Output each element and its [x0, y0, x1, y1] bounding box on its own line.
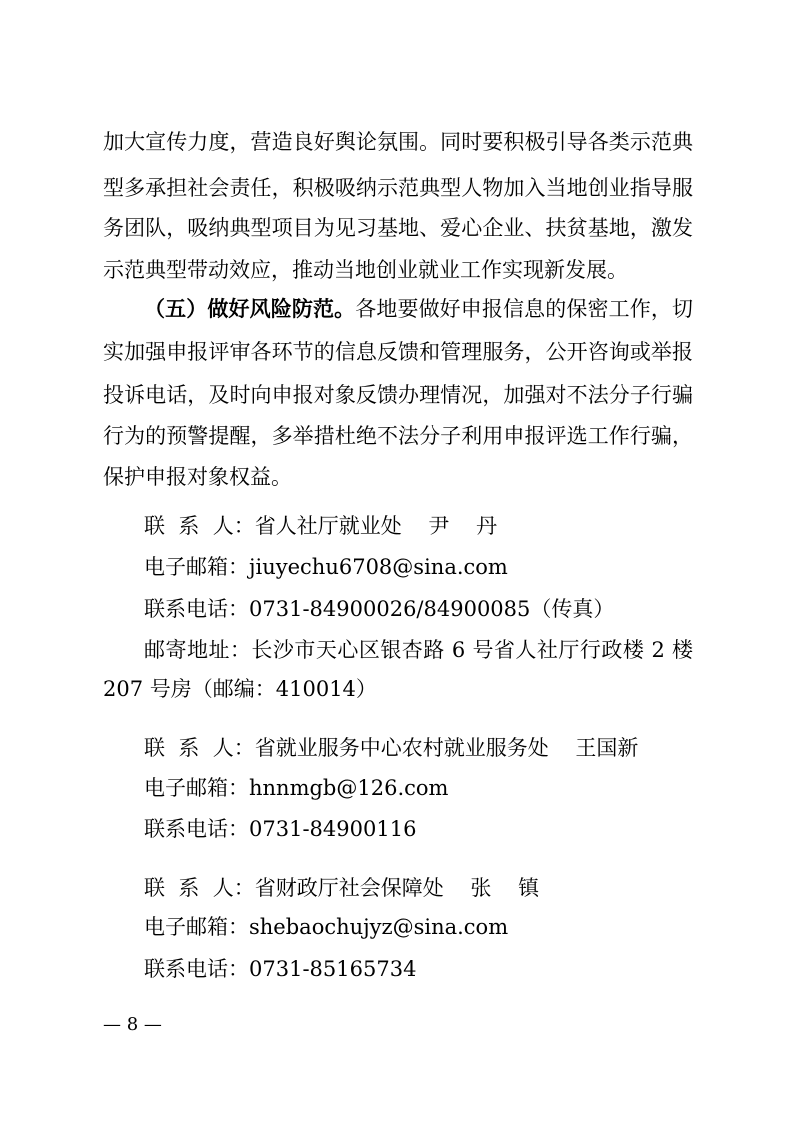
- contact2-phone: 联系电话：0731-84900116: [144, 817, 417, 841]
- contact3-email: 电子邮箱：shebaochujyz@sina.com: [144, 915, 509, 939]
- contact3-phone: 联系电话：0731-85165734: [144, 957, 417, 981]
- paragraph2-line-5: 保护申报对象权益。: [103, 465, 292, 489]
- contact1-person: 联 系 人：省人社厅就业处 尹 丹: [144, 514, 498, 538]
- contact1-phone: 联系电话：0731-84900026/84900085（传真）: [144, 597, 615, 621]
- contact1-address-line-2: 207 号房（邮编：410014）: [103, 677, 377, 701]
- paragraph1-line-3: 务团队，吸纳典型项目为见习基地、爱心企业、扶贫基地，激发: [103, 216, 693, 240]
- contact2-person: 联 系 人：省就业服务中心农村就业服务处 王国新: [144, 736, 639, 760]
- paragraph2-line-1: [144, 295, 693, 323]
- paragraph2-line-1-rest: 各地要做好申报信息的保密工作，切: [355, 297, 693, 321]
- contact2-email: 电子邮箱：hnnmgb@126.com: [144, 776, 449, 800]
- contact1-email: 电子邮箱：jiuyechu6708@sina.com: [144, 555, 508, 579]
- paragraph2-line-2: 实加强申报评审各环节的信息反馈和管理服务，公开咨询或举报: [103, 340, 693, 364]
- paragraph1-line-1: 加大宣传力度，营造良好舆论氛围。同时要积极引导各类示范典: [103, 130, 693, 154]
- contact3-person: 联 系 人：省财政厅社会保障处 张 镇: [144, 876, 540, 900]
- paragraph2-line-3: 投诉电话，及时向申报对象反馈办理情况，加强对不法分子行骗: [103, 383, 693, 407]
- paragraph2-line-4: 行为的预警提醒，多举措杜绝不法分子利用申报评选工作行骗，: [103, 424, 693, 448]
- paragraph1-line-2: 型多承担社会责任，积极吸纳示范典型人物加入当地创业指导服: [103, 176, 693, 200]
- section-heading: （五）做好风险防范。: [144, 296, 356, 321]
- paragraph1-line-4: 示范典型带动效应，推动当地创业就业工作实现新发展。: [103, 258, 628, 282]
- contact1-address-line-1: 邮寄地址：长沙市天心区银杏路 6 号省人社厅行政楼 2 楼: [144, 638, 693, 662]
- page-number: — 8 —: [103, 1014, 162, 1035]
